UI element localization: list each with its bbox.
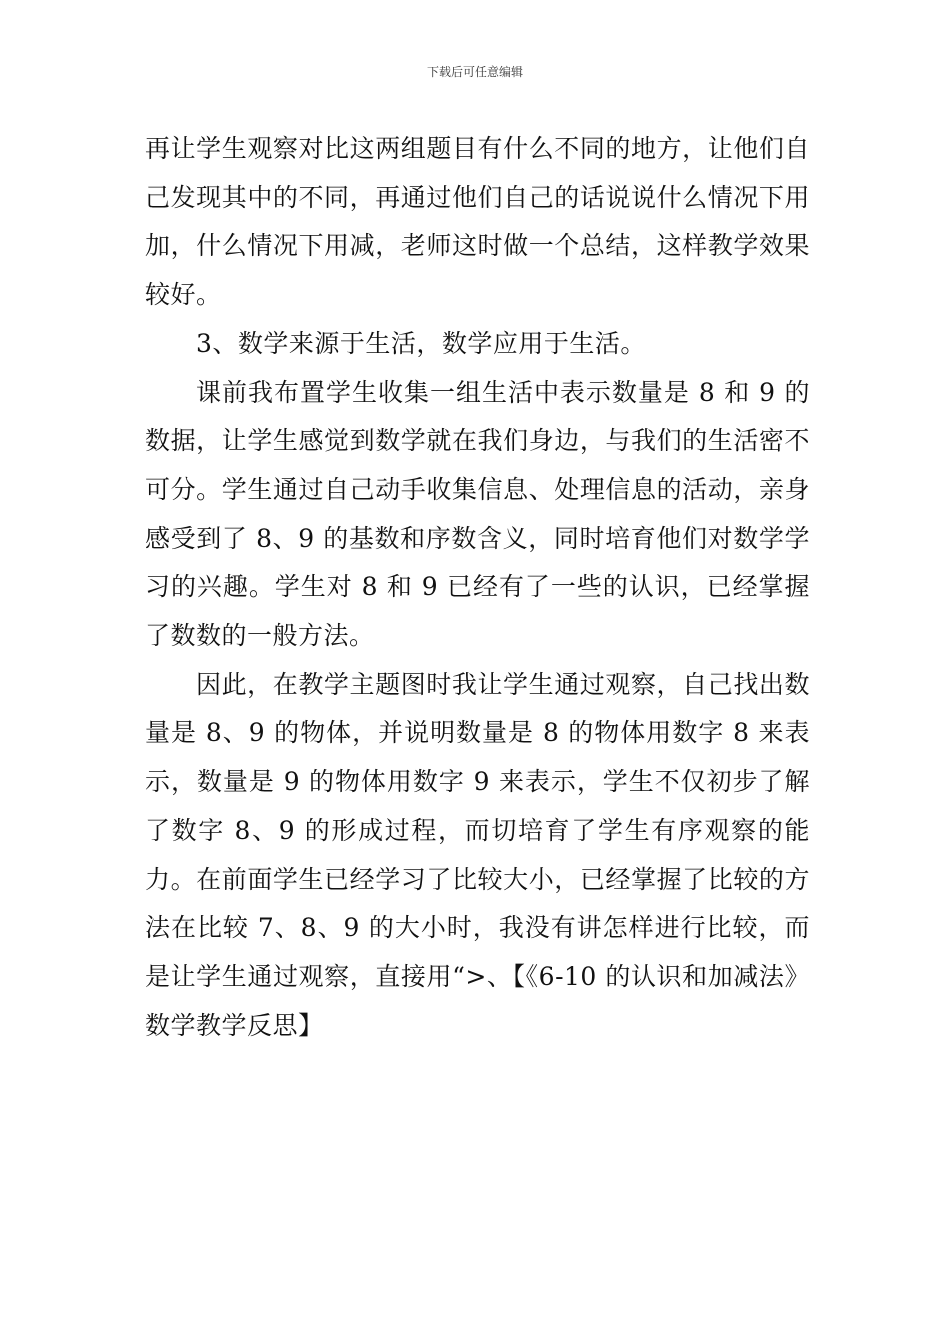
paragraph-data-collection: 课前我布置学生收集一组生活中表示数量是 8 和 9 的数据，让学生感觉到数学就在我们身边，与我们的生活密不可分。学生通过自己动手收集信息、处理信息的活动，亲身感受到了 8、9 的基数和序数含义，同时培育他们对数学学习的兴趣。学生对 8 和 9 已经有了一些的认识，已经掌握了数数的一般方法。 (145, 377, 810, 651)
document-body (145, 125, 810, 1050)
paragraph-section-heading: 3、数学来源于生活，数学应用于生活。 (196, 328, 646, 358)
paragraph-continuation: 再让学生观察对比这两组题目有什么不同的地方，让他们自己发现其中的不同，再通过他们自己的话说说什么情况下用加，什么情况下用减，老师这时做一个总结，这样教学效果较好。 (145, 134, 810, 310)
paragraph-observation: 因此，在教学主题图时我让学生通过观察，自己找出数量是 8、9 的物体，并说明数量是 8 的物体用数字 8 来表示，数量是 9 的物体用数字 9 来表示，学生不仅初步了解了数字 8、9 的形成过程，而切培育了学生有序观察的能力。在前面学生已经学习了比较大小，已经掌握了比较的方法在比较 7、8、9 的大小时，我没有讲怎样进行比较，而是让学生通过观察，直接用“>、【《6-10 的认识和加减法》数学教学反思】 (145, 669, 810, 1040)
page-header: 下载后可任意编辑 (426, 65, 523, 79)
